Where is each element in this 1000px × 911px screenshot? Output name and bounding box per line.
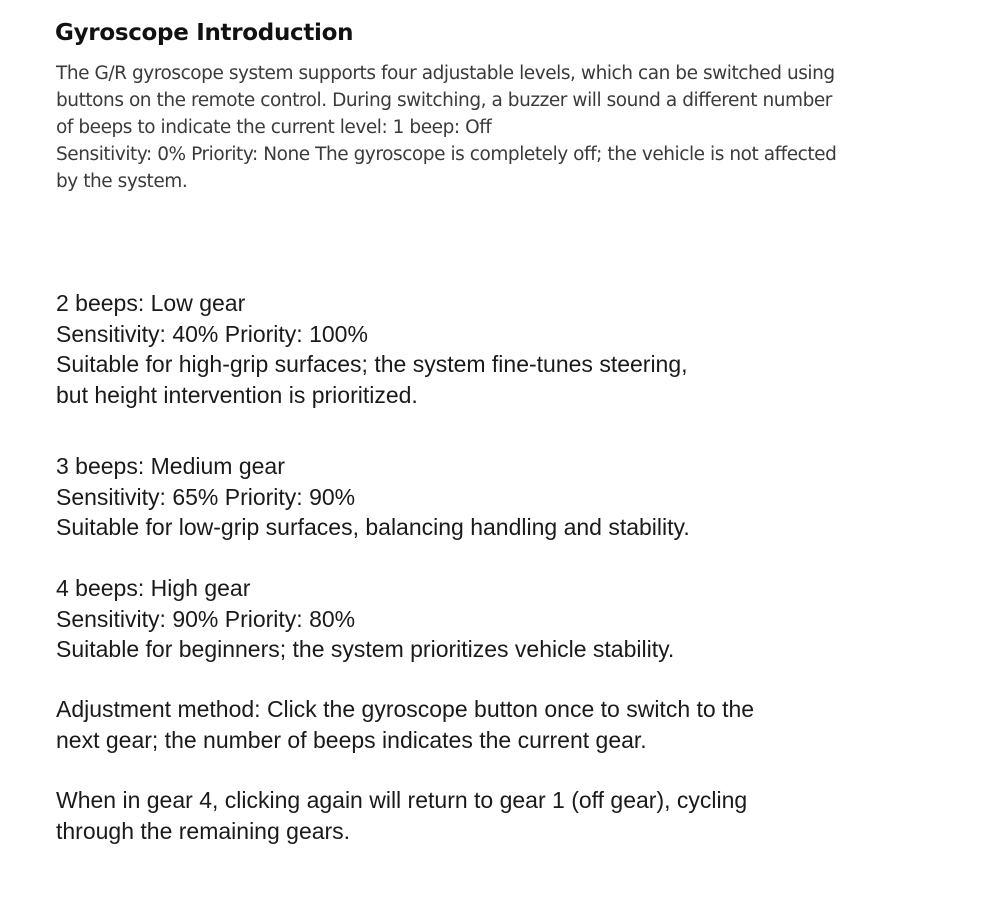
medium-gear-description: Suitable for low-grip surfaces, balancing handling and stability. [56, 514, 690, 540]
high-gear-heading: 4 beeps: High gear [56, 575, 251, 601]
high-gear-settings: Sensitivity: 90% Priority: 80% [56, 605, 356, 632]
gear-cycling-paragraph [56, 785, 956, 846]
page-title: Gyroscope Introduction [55, 20, 354, 46]
medium-gear-heading: 3 beeps: Medium gear [56, 453, 285, 479]
low-gear-heading: 2 beeps: Low gear [56, 290, 246, 316]
low-gear-settings: Sensitivity: 40% Priority: 100% [56, 320, 368, 347]
low-gear-description: but height intervention is prioritized. [56, 381, 418, 408]
intro-line: The G/R gyroscope system supports four adjustable levels, which can be switched using [56, 63, 835, 84]
intro-line: of beeps to indicate the current level: 1 beep: Off [56, 117, 492, 138]
low-gear-section [56, 288, 956, 410]
high-gear-section [56, 573, 956, 665]
adjustment-method-paragraph [56, 694, 956, 755]
intro-line: by the system. [56, 171, 188, 192]
medium-gear-settings: Sensitivity: 65% Priority: 90% [56, 483, 356, 510]
intro-line: buttons on the remote control. During switching, a buzzer will sound a different number [56, 90, 832, 111]
adjustment-line: Adjustment method: Click the gyroscope button once to switch to the [56, 696, 755, 722]
cycling-line: When in gear 4, clicking again will return to gear 1 (off gear), cycling [56, 787, 748, 813]
intro-paragraph [56, 60, 986, 195]
intro-line: Sensitivity: 0% Priority: None The gyroscope is completely off; the vehicle is not affected [56, 144, 837, 165]
low-gear-description: Suitable for high-grip surfaces; the system fine-tunes steering, [56, 351, 688, 377]
medium-gear-section [56, 451, 956, 543]
high-gear-description: Suitable for beginners; the system prioritizes vehicle stability. [56, 636, 675, 662]
adjustment-line: next gear; the number of beeps indicates the current gear. [56, 726, 647, 753]
cycling-line: through the remaining gears. [56, 817, 351, 844]
